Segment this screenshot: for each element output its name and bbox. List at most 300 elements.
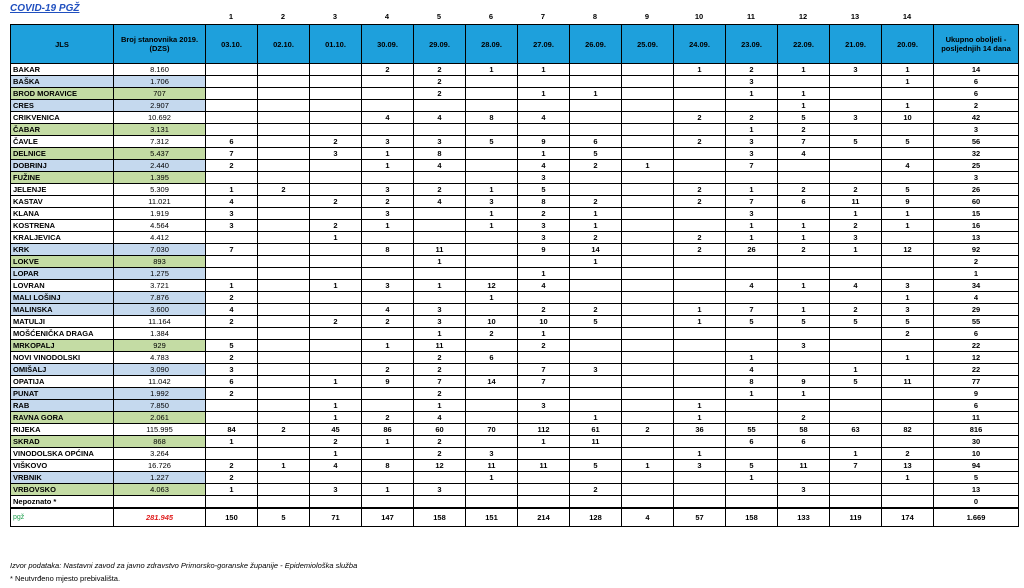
total-cases-cell: 10	[934, 448, 1019, 460]
daily-cases-cell	[622, 124, 674, 136]
daily-cases-cell	[570, 172, 622, 184]
daily-cases-cell	[622, 244, 674, 256]
daily-cases-cell	[778, 328, 830, 340]
daily-cases-cell	[830, 256, 882, 268]
daily-cases-cell	[622, 352, 674, 364]
daily-cases-cell: 4	[882, 160, 934, 172]
total-cases-cell: 13	[934, 232, 1019, 244]
daily-cases-cell	[466, 244, 518, 256]
daily-cases-cell	[674, 256, 726, 268]
daily-cases-cell: 1	[466, 472, 518, 484]
daily-cases-cell	[518, 256, 570, 268]
population-value: 929	[114, 340, 206, 352]
daily-cases-cell: 2	[310, 220, 362, 232]
daily-cases-cell: 2	[362, 364, 414, 376]
daily-cases-cell: 5	[830, 316, 882, 328]
daily-cases-cell	[258, 304, 310, 316]
daily-cases-cell: 1	[206, 184, 258, 196]
population-value: 7.850	[114, 400, 206, 412]
population-value: 115.995	[114, 424, 206, 436]
date-header: 23.09.	[726, 25, 778, 64]
daily-cases-cell	[674, 124, 726, 136]
daily-cases-cell	[830, 160, 882, 172]
daily-cases-cell	[674, 340, 726, 352]
total-cases-cell: 22	[934, 340, 1019, 352]
daily-cases-cell: 1	[622, 460, 674, 472]
table-row	[11, 160, 1019, 172]
daily-cases-cell	[362, 124, 414, 136]
header-row	[11, 25, 1019, 64]
daily-cases-cell: 3	[830, 112, 882, 124]
daily-cases-cell	[362, 256, 414, 268]
summary-daily-cell: 5	[258, 508, 310, 527]
daily-cases-cell	[258, 436, 310, 448]
daily-cases-cell: 11	[882, 376, 934, 388]
total-cases-cell: 12	[934, 352, 1019, 364]
population-value: 2.061	[114, 412, 206, 424]
daily-cases-cell: 60	[414, 424, 466, 436]
daily-cases-cell	[258, 100, 310, 112]
table-row	[11, 316, 1019, 328]
total-cases-cell: 56	[934, 136, 1019, 148]
daily-cases-cell	[830, 412, 882, 424]
daily-cases-cell: 5	[206, 340, 258, 352]
daily-cases-cell	[622, 196, 674, 208]
daily-cases-cell	[518, 76, 570, 88]
date-header: 02.10.	[258, 25, 310, 64]
daily-cases-cell: 1	[882, 100, 934, 112]
daily-cases-cell	[258, 484, 310, 496]
daily-cases-cell	[206, 76, 258, 88]
municipality-name: LOKVE	[11, 256, 114, 268]
total-cases-cell: 16	[934, 220, 1019, 232]
footnote: * Neutvrđeno mjesto prebivališta.	[10, 574, 121, 583]
daily-cases-cell: 1	[310, 376, 362, 388]
daily-cases-cell: 1	[726, 352, 778, 364]
daily-cases-cell	[882, 364, 934, 376]
daily-cases-cell: 1	[674, 400, 726, 412]
municipality-name: KOSTRENA	[11, 220, 114, 232]
daily-cases-cell	[466, 256, 518, 268]
total-cases-cell: 42	[934, 112, 1019, 124]
daily-cases-cell: 5	[570, 148, 622, 160]
daily-cases-cell	[466, 268, 518, 280]
daily-cases-cell	[622, 412, 674, 424]
daily-cases-cell: 4	[518, 280, 570, 292]
daily-cases-cell: 6	[466, 352, 518, 364]
daily-cases-cell	[622, 400, 674, 412]
daily-cases-cell: 2	[414, 436, 466, 448]
daily-cases-cell: 2	[362, 64, 414, 76]
daily-cases-cell	[466, 232, 518, 244]
daily-cases-cell	[206, 400, 258, 412]
daily-cases-cell: 2	[414, 448, 466, 460]
daily-cases-cell: 1	[726, 232, 778, 244]
daily-cases-cell: 10	[882, 112, 934, 124]
daily-cases-cell: 8	[518, 196, 570, 208]
total-cases-cell: 14	[934, 64, 1019, 76]
total-cases-cell: 4	[934, 292, 1019, 304]
daily-cases-cell: 3	[518, 172, 570, 184]
daily-cases-cell	[310, 304, 362, 316]
daily-cases-cell	[882, 256, 934, 268]
daily-cases-cell: 2	[518, 304, 570, 316]
daily-cases-cell	[778, 160, 830, 172]
daily-cases-cell	[674, 220, 726, 232]
daily-cases-cell: 1	[518, 88, 570, 100]
daily-cases-cell: 8	[362, 460, 414, 472]
total-cases-cell: 26	[934, 184, 1019, 196]
table-row	[11, 208, 1019, 220]
daily-cases-cell	[882, 496, 934, 509]
summary-total-cell: 1.669	[934, 508, 1019, 527]
daily-cases-cell: 1	[518, 436, 570, 448]
municipality-name: VRBNIK	[11, 472, 114, 484]
municipality-name: MRKOPALJ	[11, 340, 114, 352]
daily-cases-cell: 2	[622, 424, 674, 436]
daily-cases-cell	[466, 496, 518, 509]
daily-cases-cell	[206, 100, 258, 112]
daily-cases-cell: 8	[362, 244, 414, 256]
daily-cases-cell: 2	[674, 184, 726, 196]
daily-cases-cell: 5	[570, 316, 622, 328]
daily-cases-cell: 2	[570, 304, 622, 316]
daily-cases-cell	[206, 124, 258, 136]
daily-cases-cell: 2	[570, 484, 622, 496]
daily-cases-cell	[518, 388, 570, 400]
municipality-name: BAKAR	[11, 64, 114, 76]
total-cases-cell: 34	[934, 280, 1019, 292]
daily-cases-cell	[518, 100, 570, 112]
daily-cases-cell	[570, 124, 622, 136]
daily-cases-cell	[466, 412, 518, 424]
daily-cases-cell: 11	[570, 436, 622, 448]
report-title: COVID-19 PGŽ	[10, 3, 80, 14]
daily-cases-cell: 1	[570, 412, 622, 424]
daily-cases-cell	[622, 364, 674, 376]
daily-cases-cell	[778, 472, 830, 484]
daily-cases-cell: 2	[414, 352, 466, 364]
daily-cases-cell: 8	[466, 112, 518, 124]
daily-cases-cell	[778, 76, 830, 88]
date-header: 21.09.	[830, 25, 882, 64]
column-number: 10	[694, 12, 704, 21]
table-row	[11, 268, 1019, 280]
daily-cases-cell	[310, 268, 362, 280]
daily-cases-cell	[414, 220, 466, 232]
total-cases-cell: 6	[934, 400, 1019, 412]
population-value: 893	[114, 256, 206, 268]
daily-cases-cell	[726, 292, 778, 304]
daily-cases-cell: 1	[466, 220, 518, 232]
daily-cases-cell: 1	[778, 220, 830, 232]
daily-cases-cell: 2	[206, 460, 258, 472]
daily-cases-cell: 2	[778, 244, 830, 256]
total-cases-cell: 25	[934, 160, 1019, 172]
daily-cases-cell: 1	[778, 280, 830, 292]
daily-cases-cell	[258, 208, 310, 220]
total-cases-cell: 55	[934, 316, 1019, 328]
table-row	[11, 364, 1019, 376]
daily-cases-cell: 4	[726, 280, 778, 292]
table-row	[11, 340, 1019, 352]
municipality-name: RIJEKA	[11, 424, 114, 436]
daily-cases-cell	[622, 376, 674, 388]
municipality-name: MATULJI	[11, 316, 114, 328]
daily-cases-cell	[258, 352, 310, 364]
daily-cases-cell: 2	[830, 184, 882, 196]
daily-cases-cell	[518, 448, 570, 460]
daily-cases-cell: 13	[882, 460, 934, 472]
summary-daily-cell: 4	[622, 508, 674, 527]
daily-cases-cell	[258, 316, 310, 328]
table-row	[11, 292, 1019, 304]
daily-cases-cell: 1	[882, 292, 934, 304]
daily-cases-cell	[622, 388, 674, 400]
daily-cases-cell	[726, 496, 778, 509]
total-cases-cell: 5	[934, 472, 1019, 484]
date-header: 30.09.	[362, 25, 414, 64]
daily-cases-cell: 3	[518, 232, 570, 244]
daily-cases-cell	[258, 232, 310, 244]
daily-cases-cell: 1	[882, 352, 934, 364]
daily-cases-cell: 7	[726, 304, 778, 316]
daily-cases-cell: 1	[674, 316, 726, 328]
table-row	[11, 436, 1019, 448]
daily-cases-cell	[674, 364, 726, 376]
daily-cases-cell	[622, 64, 674, 76]
total-cases-cell: 1	[934, 268, 1019, 280]
daily-cases-cell	[362, 448, 414, 460]
population-value: 4.783	[114, 352, 206, 364]
daily-cases-cell	[882, 436, 934, 448]
population-value: 11.164	[114, 316, 206, 328]
daily-cases-cell: 1	[414, 328, 466, 340]
table-body	[11, 64, 1019, 527]
daily-cases-cell	[362, 496, 414, 509]
total-cases-cell: 13	[934, 484, 1019, 496]
daily-cases-cell	[362, 328, 414, 340]
date-header: 25.09.	[622, 25, 674, 64]
daily-cases-cell: 1	[206, 280, 258, 292]
daily-cases-cell: 3	[362, 136, 414, 148]
total-cases-cell: 94	[934, 460, 1019, 472]
daily-cases-cell: 1	[362, 484, 414, 496]
daily-cases-cell: 2	[518, 208, 570, 220]
daily-cases-cell	[570, 352, 622, 364]
daily-cases-cell	[674, 328, 726, 340]
daily-cases-cell: 36	[674, 424, 726, 436]
daily-cases-cell	[674, 496, 726, 509]
daily-cases-cell	[518, 352, 570, 364]
daily-cases-cell	[674, 472, 726, 484]
municipality-name: CRIKVENICA	[11, 112, 114, 124]
daily-cases-cell	[674, 280, 726, 292]
municipality-name: ČAVLE	[11, 136, 114, 148]
daily-cases-cell	[466, 160, 518, 172]
daily-cases-cell: 4	[206, 304, 258, 316]
daily-cases-cell	[310, 388, 362, 400]
daily-cases-cell: 2	[778, 184, 830, 196]
daily-cases-cell	[570, 268, 622, 280]
daily-cases-cell: 1	[466, 184, 518, 196]
daily-cases-cell	[206, 88, 258, 100]
daily-cases-cell: 1	[882, 208, 934, 220]
daily-cases-cell	[622, 340, 674, 352]
date-header: 24.09.	[674, 25, 726, 64]
daily-cases-cell: 1	[310, 412, 362, 424]
table-row	[11, 328, 1019, 340]
daily-cases-cell	[622, 472, 674, 484]
daily-cases-cell	[362, 268, 414, 280]
summary-label: pgž	[11, 508, 114, 527]
daily-cases-cell: 1	[362, 160, 414, 172]
daily-cases-cell: 3	[518, 400, 570, 412]
daily-cases-cell: 1	[830, 448, 882, 460]
daily-cases-cell: 4	[414, 412, 466, 424]
table-row	[11, 184, 1019, 196]
daily-cases-cell	[830, 496, 882, 509]
daily-cases-cell	[310, 64, 362, 76]
column-number: 11	[747, 12, 755, 21]
daily-cases-cell: 1	[778, 304, 830, 316]
municipality-name: LOPAR	[11, 268, 114, 280]
daily-cases-cell: 6	[206, 376, 258, 388]
daily-cases-cell: 5	[778, 316, 830, 328]
daily-cases-cell: 2	[258, 424, 310, 436]
table-row	[11, 124, 1019, 136]
summary-daily-cell: 71	[310, 508, 362, 527]
daily-cases-cell	[622, 232, 674, 244]
daily-cases-cell: 5	[882, 316, 934, 328]
daily-cases-cell	[882, 400, 934, 412]
daily-cases-cell	[830, 124, 882, 136]
daily-cases-cell	[830, 88, 882, 100]
municipality-name: MOŠĆENIČKA DRAGA	[11, 328, 114, 340]
daily-cases-cell: 1	[674, 304, 726, 316]
daily-cases-cell	[622, 136, 674, 148]
daily-cases-cell: 1	[778, 388, 830, 400]
table-row	[11, 88, 1019, 100]
column-number: 14	[902, 12, 912, 21]
column-number: 2	[280, 12, 286, 21]
daily-cases-cell	[674, 208, 726, 220]
daily-cases-cell	[622, 328, 674, 340]
daily-cases-cell	[414, 172, 466, 184]
daily-cases-cell	[414, 208, 466, 220]
daily-cases-cell	[830, 436, 882, 448]
daily-cases-cell: 1	[674, 64, 726, 76]
daily-cases-cell	[466, 340, 518, 352]
daily-cases-cell: 2	[310, 316, 362, 328]
table-row	[11, 196, 1019, 208]
daily-cases-cell	[882, 268, 934, 280]
daily-cases-cell: 2	[466, 328, 518, 340]
daily-cases-cell	[258, 112, 310, 124]
daily-cases-cell	[830, 268, 882, 280]
population-value: 1.706	[114, 76, 206, 88]
daily-cases-cell	[258, 400, 310, 412]
daily-cases-cell: 2	[830, 220, 882, 232]
daily-cases-cell	[778, 400, 830, 412]
table-row	[11, 304, 1019, 316]
daily-cases-cell: 2	[674, 136, 726, 148]
population-value: 3.090	[114, 364, 206, 376]
daily-cases-cell	[726, 340, 778, 352]
daily-cases-cell	[882, 124, 934, 136]
daily-cases-cell	[570, 388, 622, 400]
municipality-name: DOBRINJ	[11, 160, 114, 172]
daily-cases-cell: 3	[674, 460, 726, 472]
population-value: 7.030	[114, 244, 206, 256]
daily-cases-cell: 1	[830, 364, 882, 376]
summary-daily-cell: 119	[830, 508, 882, 527]
summary-daily-cell: 158	[414, 508, 466, 527]
daily-cases-cell: 3	[414, 484, 466, 496]
total-cases-cell: 3	[934, 172, 1019, 184]
daily-cases-cell: 5	[778, 112, 830, 124]
daily-cases-cell	[206, 172, 258, 184]
daily-cases-cell: 2	[258, 184, 310, 196]
table-row	[11, 280, 1019, 292]
daily-cases-cell: 5	[466, 136, 518, 148]
daily-cases-cell	[466, 436, 518, 448]
daily-cases-cell: 2	[206, 388, 258, 400]
daily-cases-cell: 2	[674, 232, 726, 244]
daily-cases-cell	[726, 412, 778, 424]
covid-cases-table	[10, 24, 1019, 527]
daily-cases-cell	[726, 400, 778, 412]
daily-cases-cell	[622, 88, 674, 100]
daily-cases-cell: 2	[674, 244, 726, 256]
daily-cases-cell	[882, 88, 934, 100]
daily-cases-cell	[674, 436, 726, 448]
daily-cases-cell: 1	[778, 232, 830, 244]
daily-cases-cell	[206, 112, 258, 124]
daily-cases-cell	[622, 112, 674, 124]
daily-cases-cell	[622, 496, 674, 509]
column-number: 5	[436, 12, 442, 21]
municipality-name: KRALJEVICA	[11, 232, 114, 244]
daily-cases-cell: 5	[518, 184, 570, 196]
municipality-name: ČABAR	[11, 124, 114, 136]
daily-cases-cell: 4	[778, 148, 830, 160]
daily-cases-cell: 1	[882, 76, 934, 88]
population-value: 4.412	[114, 232, 206, 244]
daily-cases-cell	[778, 364, 830, 376]
daily-cases-cell: 1	[726, 388, 778, 400]
daily-cases-cell	[310, 124, 362, 136]
daily-cases-cell: 3	[362, 184, 414, 196]
daily-cases-cell: 2	[310, 196, 362, 208]
daily-cases-cell: 4	[414, 196, 466, 208]
daily-cases-cell	[362, 76, 414, 88]
daily-cases-cell	[518, 124, 570, 136]
column-number: 1	[228, 12, 234, 21]
daily-cases-cell	[258, 448, 310, 460]
table-row	[11, 112, 1019, 124]
daily-cases-cell	[674, 268, 726, 280]
column-number: 8	[592, 12, 598, 21]
daily-cases-cell: 1	[726, 220, 778, 232]
table-row	[11, 148, 1019, 160]
daily-cases-cell: 1	[570, 208, 622, 220]
daily-cases-cell: 7	[518, 376, 570, 388]
summary-daily-cell: 128	[570, 508, 622, 527]
daily-cases-cell	[310, 496, 362, 509]
table-row	[11, 352, 1019, 364]
daily-cases-cell	[622, 76, 674, 88]
